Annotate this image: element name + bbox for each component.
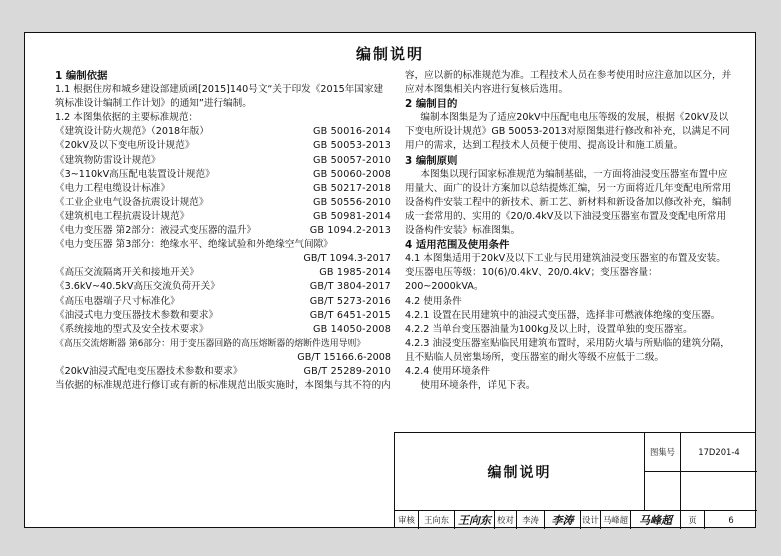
standard-item: 《建筑物防雷设计规范》 GB 50057-2010 (55, 154, 391, 166)
clause-1-2: 1.2 本图集依据的主要标准规范： (55, 112, 199, 124)
clause-4-1: 4.1 本图集适用于20kV及以下工业与民用建筑油浸变压器室的布置及安装。变压器电压等级：10(6)/0.4kV、20/0.4kV；变压器容量：200~2000kVA。 (405, 253, 726, 293)
check-name: 李涛 (517, 511, 545, 529)
section-2-text: 编制本图集是为了适应20kV中压配电电压等级的发展，根据《20kV及以下变电所设计规范》GB 50053-2013对原图集进行修改和补充，以满足不同用户的需求，达到工程技术人员便于使用、提高设计和施工质量。 (405, 112, 730, 152)
standard-item-name: 《电力变压器 第3部分：绝缘水平、绝缘试验和外绝缘空气间隙》 (55, 239, 333, 251)
standard-item-code: GB/T 1094.3-2017 (303, 253, 391, 265)
left-column (55, 69, 391, 393)
standard-item: 《高压交流隔离开关和接地开关》 GB 1985-2014 (55, 267, 391, 279)
revision-note-continued: 容，应以新的标准规范为准。工程技术人员在参考使用时应注意加以区分，并应对本图集相关内容进行复核后选用。 (405, 70, 732, 96)
standard-item: 《工业企业电气设备抗震设计规范》 GB 50556-2010 (55, 196, 391, 208)
atlas-number: 17D201-4 (681, 433, 757, 472)
section-4-heading: 4 适用范围及使用条件 (405, 239, 510, 252)
section-3-heading: 3 编制原则 (405, 154, 458, 167)
drawing-sheet (24, 32, 756, 528)
review-signature: 王向东 (455, 511, 495, 529)
section-2-heading: 2 编制目的 (405, 98, 458, 111)
standard-item: 《建筑机电工程抗震设计规范》 GB 50981-2014 (55, 210, 391, 222)
clause-4-2: 4.2 使用条件 (405, 295, 462, 307)
standard-item-name: 《高压交流熔断器 第6部分：用于变压器回路的高压熔断器的熔断件选用导则》 (55, 338, 366, 349)
atlas-blank (645, 472, 681, 511)
design-label: 设计 (581, 511, 601, 529)
design-name: 马峰超 (601, 511, 631, 529)
design-signature: 马峰超 (631, 511, 681, 529)
page-title: 编制说明 (355, 45, 424, 63)
page-label: 页 (681, 511, 705, 529)
revision-note: 当依据的标准规范进行修订或有新的标准规范出版实施时，本图集与其不符的内 (55, 380, 391, 392)
check-signature: 李涛 (545, 511, 581, 529)
atlas-number-label: 图集号 (645, 433, 681, 472)
standard-item: 《电力工程电缆设计标准》 GB 50217-2018 (55, 182, 391, 194)
section-1-heading: 1 编制依据 (55, 70, 108, 82)
standard-item: 《系统接地的型式及安全技术要求》 GB 14050-2008 (55, 323, 391, 335)
clause-4-2-2: 4.2.2 当单台变压器油量为100kg及以上时，设置单独的变压器室。 (405, 323, 693, 335)
clause-4-2-4: 4.2.4 使用环境条件 (405, 365, 491, 377)
right-column (405, 69, 735, 393)
section-3-text: 本图集以现行国家标准规范为编制基础，一方面将油浸变压器室布置中应用量大、面广的设计方案加以总结提炼汇编，另一方面将近几年变配电所常用设备构件安装工程中的新技术、新工艺、新材料和新设备加以修改补充，编制成一套常用的、实用的《20/0.4kV及以下油浸变压器室布置及变配电所常用设备构件安装》标准图集。 (405, 168, 732, 237)
standard-item: 《电力变压器 第2部分：液浸式变压器的温升》 GB 1094.2-2013 (55, 225, 391, 237)
clause-4-2-3: 4.2.3 油浸变压器室贴临民用建筑布置时，采用防火墙与所贴临的建筑分隔，且不贴临人员密集场所，变压器室的耐火等级不应低于二级。 (405, 337, 730, 363)
check-label: 校对 (495, 511, 517, 529)
title-block (394, 432, 756, 528)
standard-item: 《高压电器端子尺寸标准化》 GB/T 5273-2016 (55, 295, 391, 307)
standard-item-code: GB/T 15166.6-2008 (297, 351, 391, 363)
clause-4-2-4-text: 使用环境条件，详见下表。 (420, 380, 536, 392)
clause-4-2-1: 4.2.1 设置在民用建筑中的油浸式变压器，选择非可燃液体绝缘的变压器。 (405, 309, 721, 321)
standard-item: 《20kV油浸式配电变压器技术参数和要求》 GB/T 25289-2010 (55, 365, 391, 377)
review-label: 审核 (395, 511, 419, 529)
standard-item: 《3~110kV高压配电装置设计规范》 GB 50060-2008 (55, 168, 391, 180)
standard-item: 《3.6kV~40.5kV高压交流负荷开关》 GB/T 3804-2017 (55, 281, 391, 293)
standard-item: 《油浸式电力变压器技术参数和要求》 GB/T 6451-2015 (55, 309, 391, 321)
standard-item: 《建筑设计防火规范》（2018年版） GB 50016-2014 (55, 126, 391, 138)
review-name: 王向东 (419, 511, 455, 529)
page-number: 6 (728, 515, 734, 525)
atlas-blank-2 (681, 472, 757, 511)
standard-item: 《20kV及以下变电所设计规范》 GB 50053-2013 (55, 140, 391, 152)
clause-1-1: 1.1 根据住房和城乡建设部建质函[2015]140号文“关于印发《2015年国家建筑标准设计编制工作计划》的通知”进行编制。 (55, 84, 384, 110)
title-block-title: 编制说明 (395, 433, 645, 511)
